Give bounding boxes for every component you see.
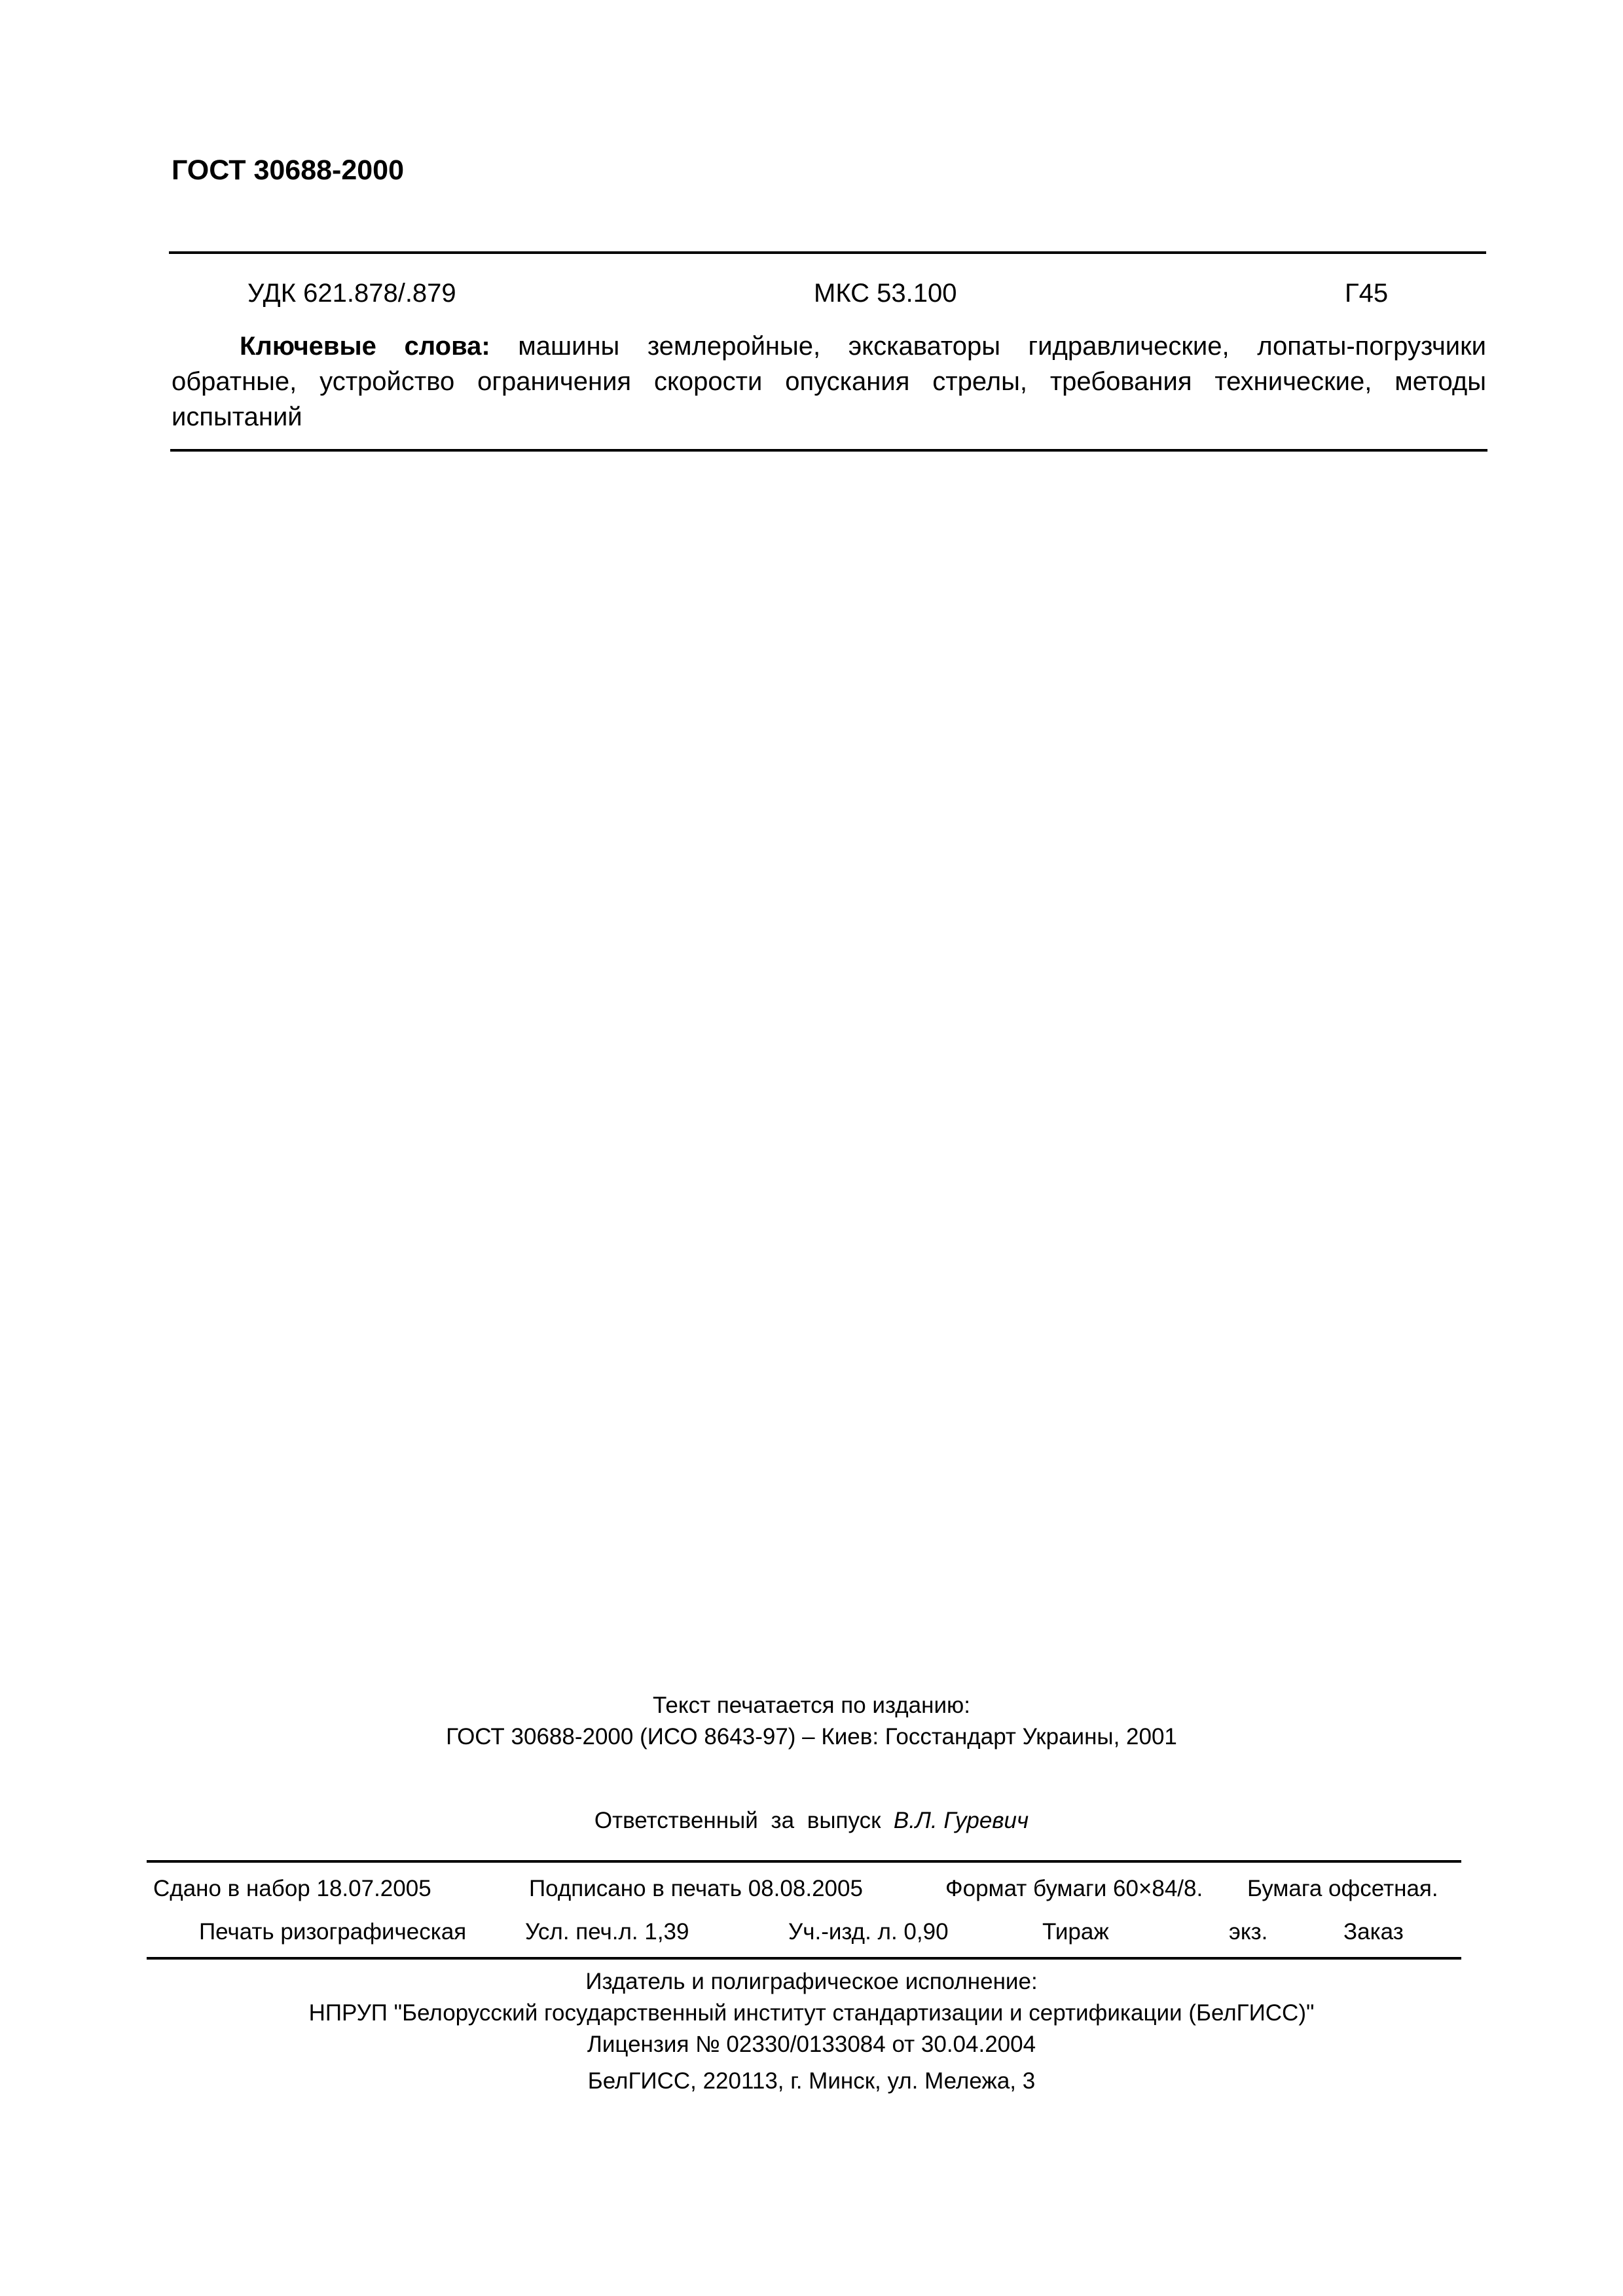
udk-code: УДК 621.878/.879 [247, 279, 456, 308]
print-sheets: Усл. печ.л. 1,39 [525, 1919, 689, 1945]
signed-date: Подписано в печать 08.08.2005 [529, 1876, 863, 1901]
responsible-label: Ответственный за выпуск [594, 1808, 881, 1833]
publisher-heading: Издатель и полиграфическое исполнение: [585, 1969, 1038, 1994]
publisher-name: НПРУП "Белорусский государственный институт стандартизации и сертификации (БелГИСС)" [308, 2000, 1315, 2026]
print-run: Тираж [1042, 1919, 1109, 1945]
source-note-line1: Текст печатается по изданию: [653, 1693, 970, 1718]
print-details-top-rule [147, 1860, 1461, 1863]
top-rule [169, 251, 1486, 254]
keywords-paragraph [172, 329, 1486, 435]
keywords-bottom-rule [170, 449, 1487, 452]
responsible-line [0, 1808, 1623, 1834]
paper-type: Бумага офсетная. [1247, 1876, 1438, 1901]
print-details-bottom-rule [147, 1957, 1461, 1960]
keywords-text: машины землеройные, экскаваторы гидравлические, лопаты-погрузчики обратные, устройство ограничения скорости опускания стрелы, требования технические, методы испытаний [172, 332, 1486, 431]
copies-label: экз. [1229, 1919, 1268, 1945]
print-type: Печать ризографическая [199, 1919, 467, 1945]
paper-format: Формат бумаги 60×84/8. [945, 1876, 1203, 1901]
group-code: Г45 [1345, 279, 1389, 308]
document-id: ГОСТ 30688-2000 [172, 154, 405, 186]
responsible-name: В.Л. Гуревич [893, 1808, 1029, 1833]
publisher-license: Лицензия № 02330/0133084 от 30.04.2004 [587, 2032, 1036, 2057]
source-note-line2: ГОСТ 30688-2000 (ИСО 8643-97) – Киев: Госстандарт Украины, 2001 [446, 1724, 1177, 1749]
publisher-address: БелГИСС, 220113, г. Минск, ул. Мележа, 3 [587, 2068, 1036, 2094]
order-label: Заказ [1343, 1919, 1404, 1945]
submitted-date: Сдано в набор 18.07.2005 [153, 1876, 431, 1901]
edit-sheets: Уч.-изд. л. 0,90 [788, 1919, 949, 1945]
mks-code: МКС 53.100 [814, 279, 957, 308]
keywords-label: Ключевые слова: [240, 332, 490, 361]
